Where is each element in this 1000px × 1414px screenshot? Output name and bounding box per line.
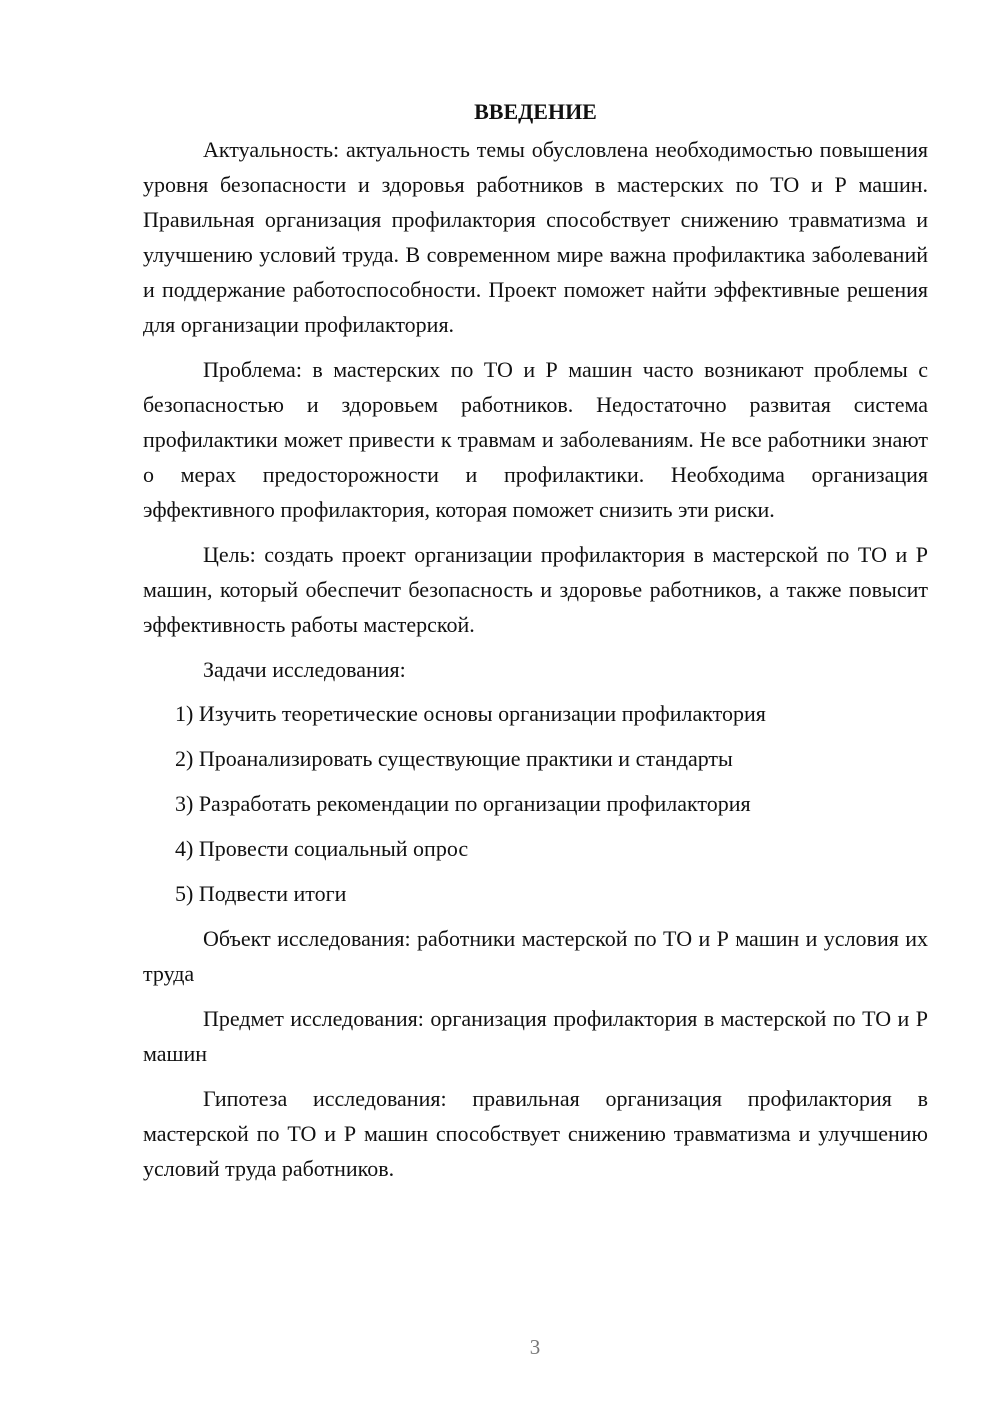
page-number: 3 bbox=[529, 1335, 541, 1359]
tasks-heading: Задачи исследования: bbox=[203, 657, 406, 682]
paragraph-object: Объект исследования: работники мастерской по ТО и Р машин и условия их труда bbox=[143, 926, 928, 986]
paragraph-subject: Предмет исследования: организация профилактория в мастерской по ТО и Р машин bbox=[143, 1006, 928, 1066]
section-title: ВВЕДЕНИЕ bbox=[474, 99, 597, 124]
list-item: 1) Изучить теоретические основы организации профилактория bbox=[175, 701, 766, 726]
list-item: 5) Подвести итоги bbox=[175, 881, 347, 906]
paragraph-goal: Цель: создать проект организации профилактория в мастерской по ТО и Р машин, который обеспечит безопасность и здоровье работников, а также повысит эффективность работы мастерской. bbox=[143, 542, 928, 637]
paragraph-problem: Проблема: в мастерских по ТО и Р машин часто возникают проблемы с безопасностью и здоровьем работников. Недостаточно развитая система профилактики может привести к травмам и заболеваниям. Не все работники знают о мерах предосторожности и профилактики. Необходима организация эффективного профилактория, которая поможет снизить эти риски. bbox=[143, 357, 928, 522]
list-item: 3) Разработать рекомендации по организации профилактория bbox=[175, 791, 751, 816]
list-item: 2) Проанализировать существующие практики и стандарты bbox=[175, 746, 733, 771]
document-page bbox=[143, 92, 928, 1196]
paragraph-relevance: Актуальность: актуальность темы обусловлена необходимостью повышения уровня безопасности и здоровья работников в мастерских по ТО и Р машин. Правильная организация профилактория способствует снижению травматизма и улучшению условий труда. В современном мире важна профилактика заболеваний и поддержание работоспособности. Проект поможет найти эффективные решения для организации профилактория. bbox=[143, 137, 928, 337]
tasks-list bbox=[143, 696, 928, 911]
paragraph-hypothesis: Гипотеза исследования: правильная организация профилактория в мастерской по ТО и Р машин способствует снижению травматизма и улучшению условий труда работников. bbox=[143, 1086, 928, 1181]
list-item: 4) Провести социальный опрос bbox=[175, 836, 469, 861]
